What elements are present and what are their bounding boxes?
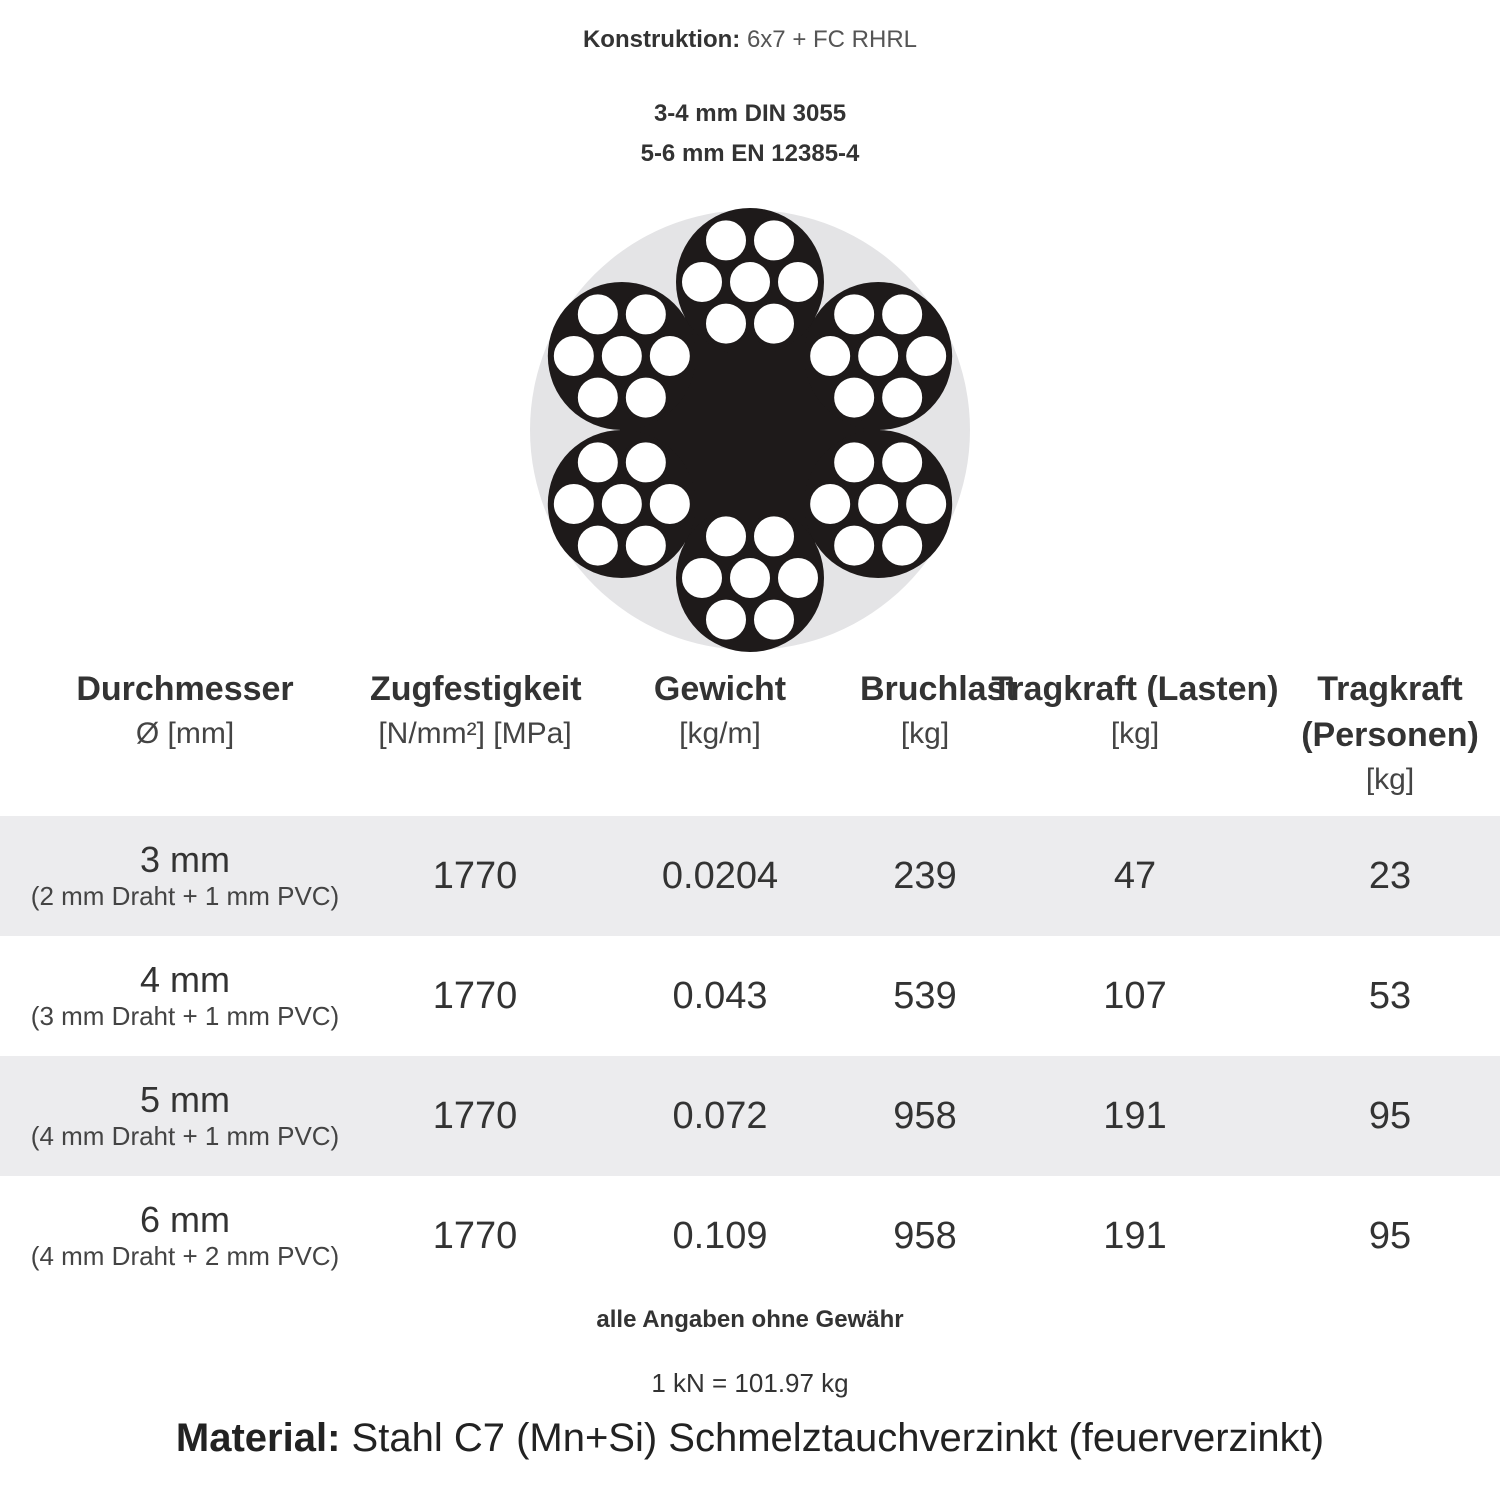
cell-breaking: 239	[860, 816, 990, 936]
cell-load-persons: 95	[1280, 1056, 1500, 1176]
wire	[624, 524, 668, 568]
standard-line-1: 3-4 mm DIN 3055	[653, 100, 847, 127]
construction-line	[0, 26, 1500, 54]
cell-tensile: 1770	[432, 974, 518, 1017]
wire	[808, 482, 852, 526]
col-name: Tragkraft (Personen)	[1301, 670, 1479, 754]
cell-load-persons: 53	[1368, 974, 1412, 1017]
wire	[904, 334, 948, 378]
wire	[552, 334, 596, 378]
cell-load-goods: 47	[990, 816, 1280, 936]
cell-load-persons: 95	[1368, 1214, 1412, 1257]
diameter-value: 5 mm	[140, 1079, 230, 1120]
material-label: Material:	[175, 1416, 341, 1460]
table-row	[0, 936, 1500, 1056]
wire	[576, 376, 620, 420]
wire	[856, 334, 900, 378]
diameter-value: 4 mm	[140, 959, 230, 1000]
cell-load-goods: 107	[1103, 974, 1167, 1017]
col-header-diameter	[0, 660, 370, 816]
wire	[680, 556, 724, 600]
cell-tensile: 1770	[370, 816, 580, 936]
cell-diameter	[0, 816, 370, 936]
disclaimer: alle Angaben ohne Gewähr	[596, 1306, 904, 1333]
col-unit: [kg]	[1365, 763, 1415, 796]
col-header-breaking	[860, 660, 1017, 816]
wire	[624, 440, 668, 484]
wire	[648, 482, 692, 526]
wire	[680, 260, 724, 304]
cell-breaking: 539	[893, 974, 957, 1017]
wire	[576, 292, 620, 336]
table-header-row	[0, 660, 1500, 816]
wire	[776, 556, 820, 600]
cell-breaking: 958	[893, 1214, 957, 1257]
wire	[576, 440, 620, 484]
col-name: Zugfestigkeit	[370, 670, 582, 708]
cell-weight: 0.072	[580, 1056, 860, 1176]
cell-tensile: 1770	[432, 1214, 518, 1257]
col-unit: [N/mm²] [MPa]	[378, 717, 572, 750]
wire	[728, 556, 772, 600]
cell-breaking: 958	[860, 1056, 990, 1176]
wire	[856, 482, 900, 526]
col-header-tensile	[370, 660, 580, 816]
diameter-detail: (4 mm Draht + 2 mm PVC)	[30, 1241, 340, 1271]
wire	[880, 292, 924, 336]
construction-value: 6x7 + FC RHRL	[746, 26, 918, 53]
cell-tensile: 1770	[370, 1056, 580, 1176]
wire	[704, 302, 748, 346]
wire	[752, 218, 796, 262]
spec-table	[0, 660, 1500, 1296]
cell-weight: 0.0204	[580, 816, 860, 936]
wire	[728, 260, 772, 304]
wire	[880, 376, 924, 420]
wire	[808, 334, 852, 378]
standard-line-2: 5-6 mm EN 12385-4	[640, 140, 860, 167]
col-header-load-persons	[1280, 660, 1500, 816]
table-row	[0, 1056, 1500, 1176]
cell-load-goods: 191	[990, 1056, 1280, 1176]
table-row	[0, 1176, 1500, 1296]
diameter-detail: (4 mm Draht + 1 mm PVC)	[30, 1121, 340, 1151]
col-header-weight	[580, 660, 860, 816]
col-name: Bruchlast	[860, 670, 1017, 708]
cell-load-goods: 191	[1103, 1214, 1167, 1257]
wire	[904, 482, 948, 526]
wire	[624, 376, 668, 420]
wire	[648, 334, 692, 378]
col-unit: Ø [mm]	[135, 717, 235, 750]
cell-weight: 0.109	[672, 1214, 768, 1257]
cell-weight: 0.043	[672, 974, 768, 1017]
wire-rope-cross-section-diagram	[490, 200, 1010, 660]
material-line	[0, 1416, 1500, 1461]
col-name: Gewicht	[653, 670, 787, 708]
wire	[752, 302, 796, 346]
col-name: Tragkraft (Lasten)	[991, 670, 1279, 708]
cell-diameter	[0, 1176, 370, 1296]
cell-load-persons: 23	[1280, 816, 1500, 936]
wire	[704, 598, 748, 642]
col-unit: [kg/m]	[679, 717, 761, 750]
col-unit: [kg]	[1110, 717, 1160, 750]
wire	[600, 334, 644, 378]
cell-diameter	[0, 1056, 370, 1176]
cell-diameter	[0, 936, 370, 1056]
col-header-load-goods	[990, 660, 1280, 816]
rope-cross-section	[530, 208, 970, 652]
wire	[576, 524, 620, 568]
wire	[752, 514, 796, 558]
diameter-value: 6 mm	[140, 1199, 230, 1240]
table-row	[0, 816, 1500, 936]
wire	[832, 376, 876, 420]
wire	[704, 218, 748, 262]
col-name: Durchmesser	[76, 670, 294, 708]
col-unit: [kg]	[900, 717, 950, 750]
material-value: Stahl C7 (Mn+Si) Schmelztauchverzinkt (feuerverzinkt)	[351, 1416, 1325, 1460]
unit-conversion: 1 kN = 101.97 kg	[651, 1368, 849, 1398]
diameter-value: 3 mm	[140, 839, 230, 880]
wire	[832, 524, 876, 568]
wire	[776, 260, 820, 304]
diameter-detail: (3 mm Draht + 1 mm PVC)	[30, 1001, 340, 1031]
wire	[600, 482, 644, 526]
wire	[624, 292, 668, 336]
wire	[752, 598, 796, 642]
construction-label: Konstruktion:	[582, 26, 741, 53]
wire	[832, 292, 876, 336]
diameter-detail: (2 mm Draht + 1 mm PVC)	[30, 881, 340, 911]
wire	[832, 440, 876, 484]
wire	[880, 440, 924, 484]
wire	[704, 514, 748, 558]
wire	[880, 524, 924, 568]
wire	[552, 482, 596, 526]
